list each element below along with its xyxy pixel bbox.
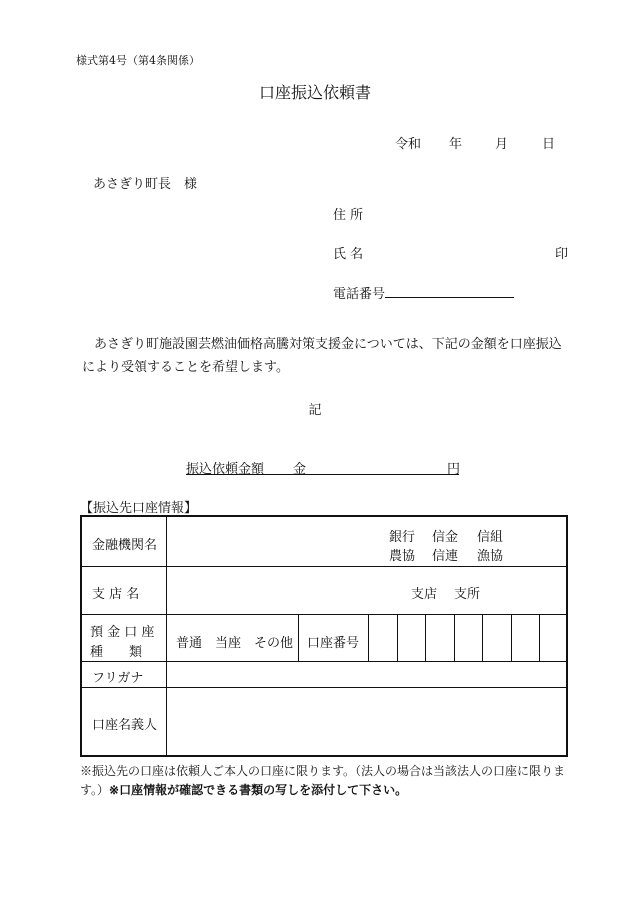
institution-label: 金融機関名	[92, 538, 158, 553]
institution-type-shinkumi[interactable]: 信組	[477, 530, 504, 545]
ki-heading: 記	[308, 403, 322, 418]
phone-input-line[interactable]	[385, 297, 514, 298]
seal-mark: 印	[555, 247, 569, 262]
table-row-divider	[82, 687, 566, 688]
account-number-label: 口座番号	[307, 636, 360, 651]
deposit-divider	[368, 614, 369, 661]
amount-unit: 円	[447, 462, 461, 477]
name-label: 氏 名	[333, 247, 364, 262]
institution-type-gyokyou[interactable]: 漁協	[477, 549, 504, 564]
institution-type-bank[interactable]: 銀行	[389, 530, 416, 545]
institution-type-noukyou[interactable]: 農協	[389, 549, 416, 564]
footnote-text: ※振込先の口座は依頼人ご本人の口座に限ります。（法人の場合は当該法人の口座に限ります。）	[80, 764, 566, 797]
amount-prefix: 金	[293, 462, 307, 477]
digit-divider	[425, 614, 426, 661]
date-month: 月	[495, 137, 509, 152]
date-era: 令和	[395, 137, 422, 152]
request-statement: あさぎり町施設園芸燃油価格高騰対策支援金については、下記の金額を口座振込により受領することを希望します。	[82, 337, 562, 375]
document-title: 口座振込依頼書	[258, 83, 371, 102]
digit-divider	[454, 614, 455, 661]
section-title: 【振込先口座情報】	[80, 501, 198, 516]
deposit-label-line1: 預 金 口 座	[90, 625, 155, 640]
branch-label: 支 店 名	[92, 587, 140, 602]
label-column-divider	[166, 517, 167, 755]
deposit-label-line2: 種 類	[90, 645, 143, 660]
address-label: 住 所	[333, 208, 364, 223]
branch-type-shiten[interactable]: 支店	[411, 587, 438, 602]
digit-divider	[539, 614, 540, 661]
deposit-divider	[298, 614, 299, 661]
table-row-divider	[82, 661, 566, 662]
institution-type-shinren[interactable]: 信連	[432, 549, 459, 564]
account-info-table	[80, 515, 568, 757]
digit-divider	[397, 614, 398, 661]
amount-input-line[interactable]	[186, 474, 459, 475]
date-year: 年	[449, 137, 463, 152]
addressee: あさぎり町長 様	[93, 177, 198, 192]
furigana-label: フリガナ	[92, 671, 144, 686]
digit-divider	[511, 614, 512, 661]
table-row-divider	[82, 614, 566, 615]
branch-type-shisho[interactable]: 支所	[454, 587, 481, 602]
table-row-divider	[82, 566, 566, 567]
date-day: 日	[542, 137, 556, 152]
digit-divider	[482, 614, 483, 661]
footnote-bold: ※口座情報が確認できる書類の写しを添付して下さい。	[109, 783, 408, 797]
footnote	[80, 762, 574, 800]
amount-label: 振込依頼金額	[186, 462, 265, 477]
institution-type-shinkin[interactable]: 信金	[432, 530, 459, 545]
holder-label: 口座名義人	[92, 718, 158, 733]
deposit-types[interactable]: 普通 当座 その他	[176, 636, 294, 651]
form-number: 様式第4号（第4条関係）	[76, 54, 200, 67]
phone-label: 電話番号	[333, 287, 386, 302]
